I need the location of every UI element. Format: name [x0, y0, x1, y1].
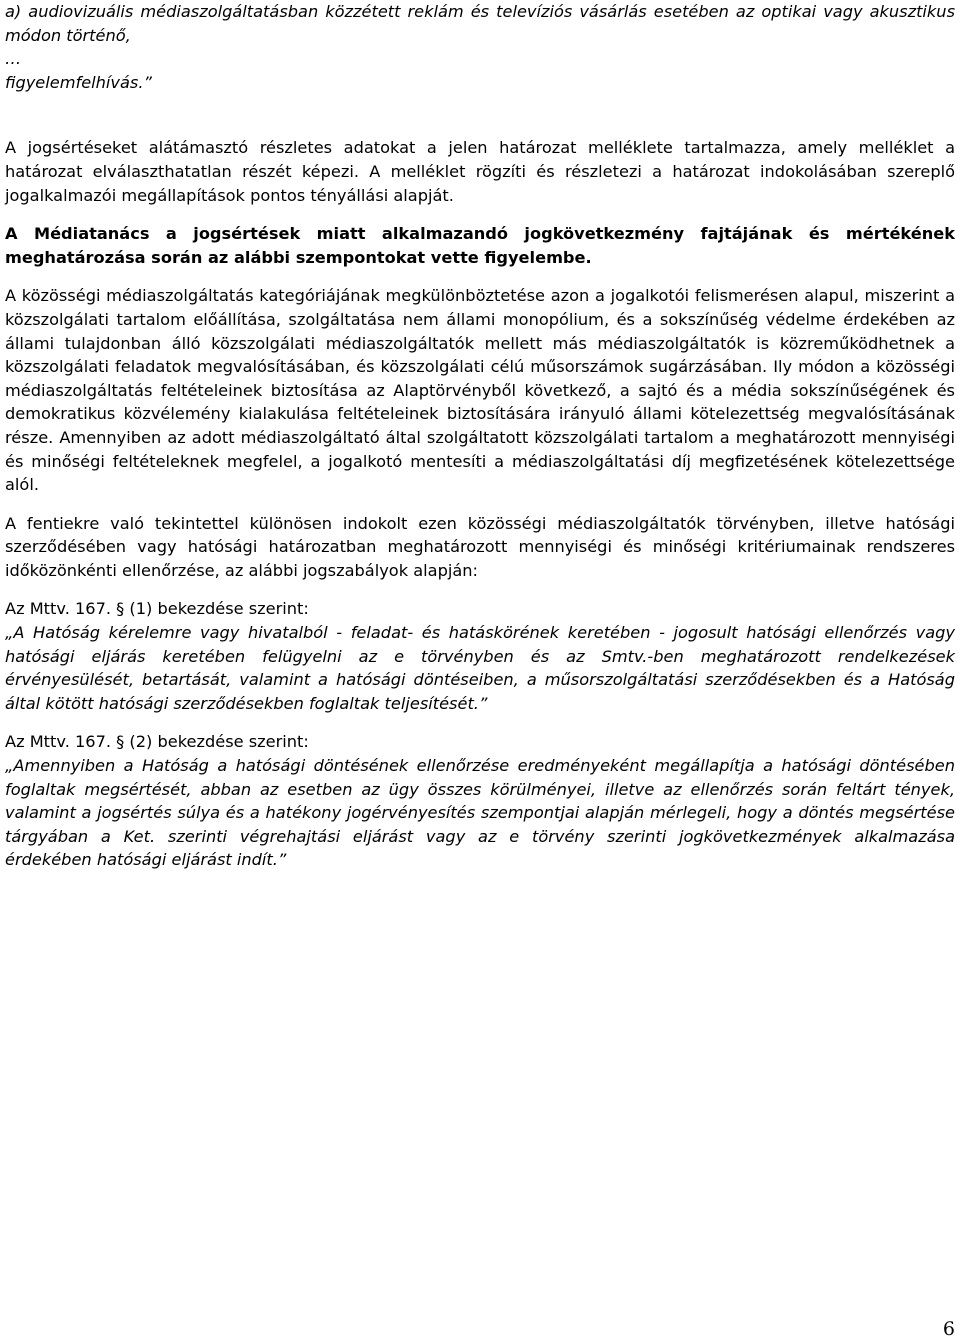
public-service-paragraph: A közösségi médiaszolgáltatás kategóriájának megkülönböztetése azon a jogalkotói felismerésen alapul, miszerint a közszolgálati tartalom előállítása, szolgáltatása nem állami monopólium, és a sokszínűség védelme érdekében az állami tulajdonban álló közszolgálati médiaszolgáltatók mellett más médiaszolgáltatók is közreműködhetnek a közszolgálati feladatok megvalósításában, és közszolgálati célú műsorszámok sugárzásában. Ily módon a közösségi médiaszolgáltatás feltételeinek biztosítása az Alaptörvényből következő, a sajtó és a média sokszínűségének és demokratikus közvélemény kialakulása feltételeinek biztosítására irányuló állami kötelezettség megvalósításának része. Amennyiben az adott médiaszolgáltató által szolgáltatott közszolgálati tartalom a meghatározott mennyiségi és minőségi feltételeknek megfelel, a jogalkotó mentesíti a médiaszolgáltatási díj megfizetésének kötelezettsége alól.: [5, 286, 955, 495]
annex-paragraph: A jogsértéseket alátámasztó részletes adatokat a jelen határozat melléklete tartalmazza, amely melléklet a határozat elválaszthatatlan részét képezi. A melléklet rögzíti és részletezi a határozat indokolásában szereplő jogalkalmazói megállapítások pontos tényállási alapját.: [5, 138, 955, 205]
page-number: 6: [942, 1318, 955, 1340]
reference-2-quote: „Amennyiben a Hatóság a hatósági döntésének ellenőrzése eredményeként megállapítja a hatósági döntésében foglaltak megsértését, abban az esetben az ügy összes körülményei, illetve az ellenőrzés során feltárt tények, valamint a jogsértés súlya és a hatékony jogérvényesítés szempontjai alapján mérlegeli, hogy a döntés megsértése tárgyában a Ket. szerinti végrehajtási eljárást vagy az e törvény szerinti jogkövetkezmények alkalmazása érdekében hatósági eljárást indít.”: [5, 756, 955, 870]
reference-1-label: Az Mttv. 167. § (1) bekezdése szerint:: [5, 599, 309, 619]
reference-1-quote: „A Hatóság kérelemre vagy hivatalból - feladat- és hatáskörének keretében - jogosult hatósági ellenőrzés vagy hatósági eljárás keretében felügyelni az e törvényben és az Smtv.-ben meghatározott rendelkezések érvényesülését, betartását, valamint a hatósági döntéseiben, a műsorszolgáltatási szerződésekben és a Hatóság által kötött hatósági szerződésekben foglaltak teljesítését.”: [5, 623, 955, 713]
intro-ellipsis: …: [5, 49, 22, 69]
reference-2-label: Az Mttv. 167. § (2) bekezdése szerint:: [5, 732, 309, 752]
legal-basis-paragraph: A fentiekre való tekintettel különösen indokolt ezen közösségi médiaszolgáltatók törvényben, illetve hatósági szerződésében vagy hatósági határozatban meghatározott mennyiségi és minőségi kritériumainak rendszeres időközönkénti ellenőrzése, az alábbi jogszabályok alapján:: [5, 513, 955, 580]
intro-closing: figyelemfelhívás.”: [5, 72, 152, 92]
sanction-criteria-heading: A Médiatanács a jogsértések miatt alkalmazandó jogkövetkezmény fajtájának és mértékének meghatározása során az alábbi szempontokat vette figyelembe.: [5, 224, 955, 267]
document-page: [5, 0, 955, 872]
intro-line-1: a) audiovizuális médiaszolgáltatásban közzétett reklám és televíziós vásárlás esetében az optikai vagy akusztikus módon történő,: [5, 2, 955, 45]
